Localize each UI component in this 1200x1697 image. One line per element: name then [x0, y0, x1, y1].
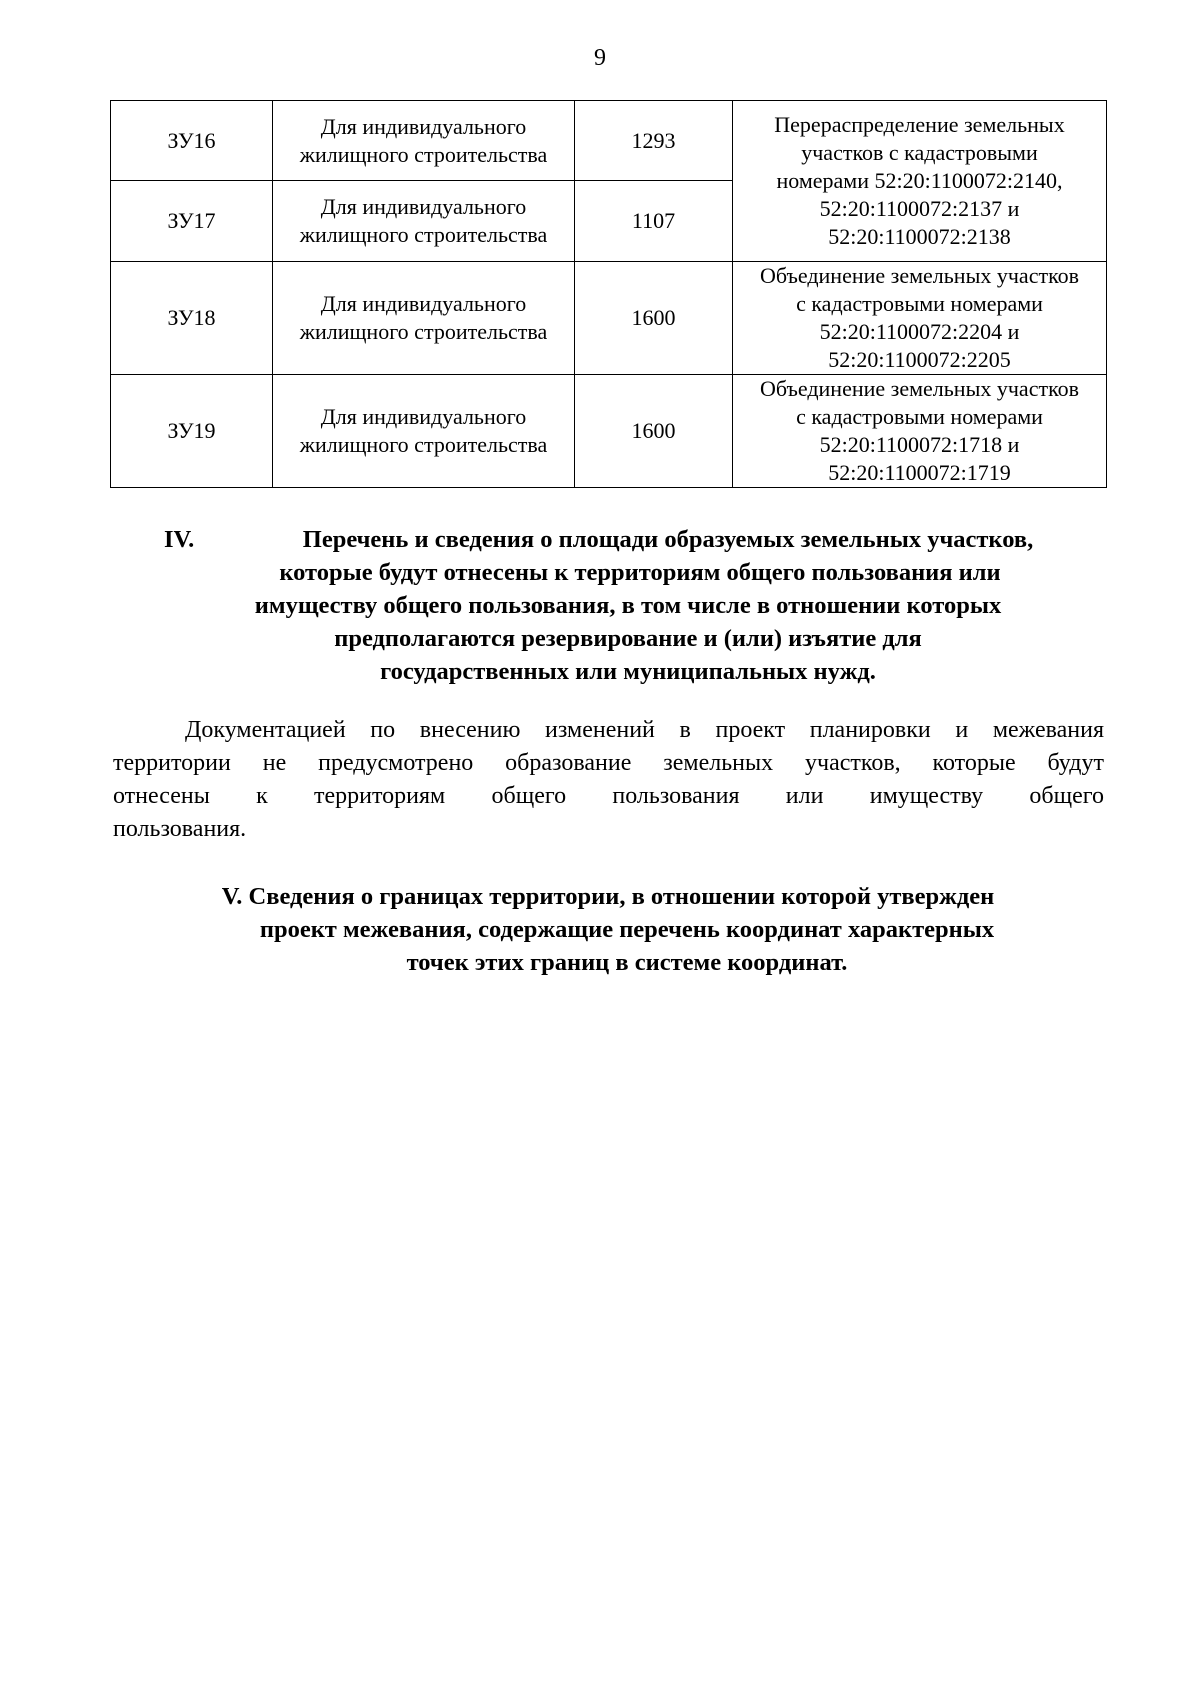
- heading-line: Перечень и сведения о площади образуемых земельных участков,: [302, 526, 1034, 553]
- paragraph-line: территории не предусмотрено образование земельных участков, которые будут: [113, 750, 1104, 776]
- note-line: 52:20:1100072:2138: [828, 224, 1011, 249]
- table-row: [111, 262, 1107, 375]
- page-number: 9: [594, 45, 606, 71]
- purpose-line: жилищного строительства: [299, 432, 548, 457]
- plot-note-cell: [733, 375, 1107, 488]
- purpose-line: Для индивидуального: [320, 404, 527, 429]
- section-v-heading: [110, 880, 1106, 979]
- purpose-line: жилищного строительства: [299, 222, 548, 247]
- section-iv-heading: [110, 523, 1106, 688]
- plot-note-cell: [733, 262, 1107, 375]
- heading-line: V. Сведения о границах территории, в отношении которой утвержден: [221, 883, 995, 910]
- heading-line: предполагаются резервирование и (или) изъятие для: [334, 625, 922, 652]
- note-line: 52:20:1100072:1719: [828, 460, 1011, 485]
- plot-id-cell: ЗУ16: [111, 101, 273, 181]
- heading-line: государственных или муниципальных нужд.: [380, 658, 876, 685]
- heading-line: имуществу общего пользования, в том числе в отношении которых: [254, 592, 1002, 619]
- plot-purpose-cell: [273, 181, 575, 262]
- body-paragraph: [113, 714, 1104, 846]
- note-line: Объединение земельных участков: [759, 263, 1080, 288]
- note-line: 52:20:1100072:1718 и: [819, 432, 1020, 457]
- paragraph-line: пользования.: [113, 816, 247, 842]
- plot-purpose-cell: [273, 375, 575, 488]
- note-line: с кадастровыми номерами: [796, 404, 1043, 429]
- note-line: 52:20:1100072:2137 и: [819, 196, 1020, 221]
- purpose-line: жилищного строительства: [299, 141, 548, 167]
- plot-area-cell: 1107: [575, 181, 733, 262]
- plot-id-cell: ЗУ18: [111, 262, 273, 375]
- note-line: Перераспределение земельных: [774, 112, 1065, 137]
- purpose-line: Для индивидуального: [320, 291, 527, 316]
- paragraph-line: отнесены к территориям общего пользования или имуществу общего: [113, 783, 1104, 809]
- note-line: Объединение земельных участков: [759, 376, 1080, 401]
- plot-area-cell: 1600: [575, 262, 733, 375]
- note-line: с кадастровыми номерами: [796, 291, 1043, 316]
- plot-id-cell: ЗУ17: [111, 181, 273, 262]
- purpose-line: Для индивидуального: [320, 113, 527, 139]
- purpose-line: Для индивидуального: [320, 194, 527, 219]
- purpose-line: жилищного строительства: [299, 319, 548, 344]
- heading-line: которые будут отнесены к территориям общего пользования или: [279, 559, 1001, 586]
- section-iv-numeral: IV.: [164, 526, 195, 553]
- heading-line: точек этих границ в системе координат.: [406, 949, 848, 976]
- land-plots-table: [110, 100, 1107, 488]
- plot-area-cell: 1600: [575, 375, 733, 488]
- note-line: участков с кадастровыми: [801, 140, 1038, 165]
- note-line: 52:20:1100072:2204 и: [819, 319, 1020, 344]
- table-row: [111, 375, 1107, 488]
- plot-note-cell: [733, 101, 1107, 262]
- plot-id-cell: ЗУ19: [111, 375, 273, 488]
- plot-area-cell: 1293: [575, 101, 733, 181]
- heading-line: проект межевания, содержащие перечень координат характерных: [259, 916, 995, 943]
- note-line: номерами 52:20:1100072:2140,: [776, 168, 1063, 193]
- plot-purpose-cell: [273, 262, 575, 375]
- plot-purpose-cell: [273, 101, 575, 181]
- note-line: 52:20:1100072:2205: [828, 347, 1011, 372]
- paragraph-line: Документацией по внесению изменений в проект планировки и межевания: [185, 717, 1104, 743]
- table-row: [111, 101, 1107, 181]
